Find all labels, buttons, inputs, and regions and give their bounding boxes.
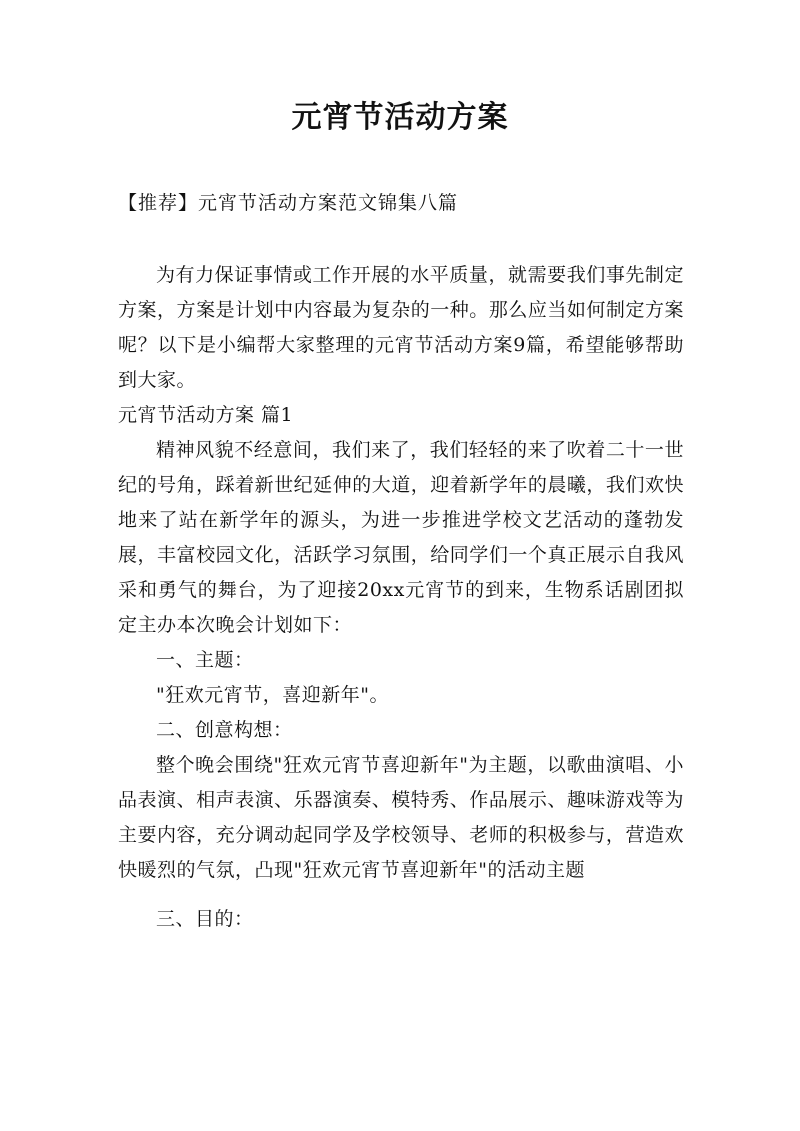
document-body	[118, 258, 684, 937]
document-title: 元宵节活动方案	[291, 100, 509, 135]
section-heading: 元宵节活动方案 篇1	[118, 404, 294, 426]
concept-paragraph: 整个晚会围绕"狂欢元宵节喜迎新年"为主题，以歌曲演唱、小品表演、相声表演、乐器演奏、模特秀、作品展示、趣味游戏等为主要内容，充分调动起同学及学校领导、老师的积极参与，营造欢快暖烈的气氛，凸现"狂欢元宵节喜迎新年"的活动主题	[118, 754, 684, 881]
list-heading-purpose: 三、目的：	[156, 908, 254, 930]
document-subtitle: 【推荐】元宵节活动方案范文锦集八篇	[118, 192, 459, 214]
list-heading-theme: 一、主题：	[156, 649, 254, 671]
body-paragraph: 精神风貌不经意间，我们来了，我们轻轻的来了吹着二十一世纪的号角，踩着新世纪延伸的大道，迎着新学年的晨曦，我们欢快地来了站在新学年的源头，为进一步推进学校文艺活动的蓬勃发展，丰富校园文化，活跃学习氛围，给同学们一个真正展示自我风采和勇气的舞台，为了迎接20xx元宵节的到来，生物系话剧团拟定主办本次晚会计划如下：	[118, 439, 684, 636]
list-heading-concept: 二、创意构想：	[156, 719, 293, 741]
intro-paragraph: 为有力保证事情或工作开展的水平质量，就需要我们事先制定方案，方案是计划中内容最为复杂的一种。那么应当如何制定方案呢？以下是小编帮大家整理的元宵节活动方案9篇，希望能够帮助到大家。	[118, 264, 684, 391]
theme-text: "狂欢元宵节，喜迎新年"。	[156, 684, 389, 706]
